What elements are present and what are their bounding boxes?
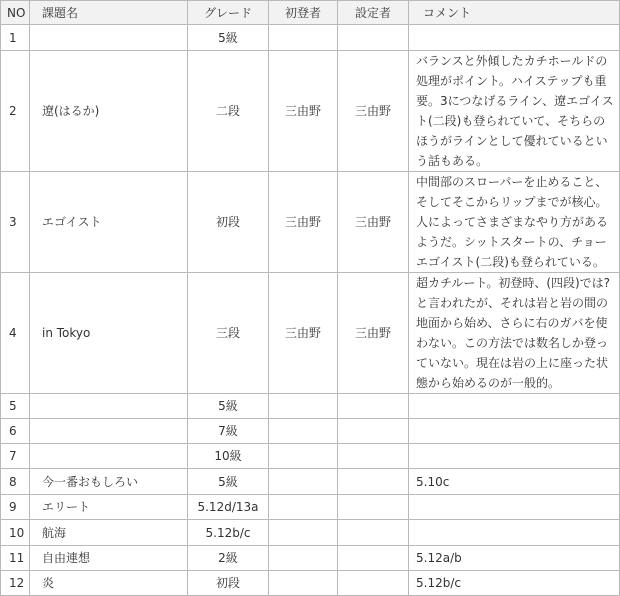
cell-setter (338, 520, 409, 546)
cell-grade: 5.12d/13a (188, 495, 269, 520)
cell-no: 8 (1, 469, 30, 495)
cell-comment (409, 520, 620, 546)
cell-comment (409, 444, 620, 469)
cell-setter (338, 495, 409, 520)
cell-route-name: in Tokyo (30, 273, 188, 394)
cell-comment (409, 25, 620, 51)
table-row (1, 419, 620, 444)
cell-first-ascent (269, 520, 338, 546)
cell-route-name: 今一番おもしろい (30, 469, 188, 495)
cell-first-ascent (269, 25, 338, 51)
cell-no: 7 (1, 444, 30, 469)
cell-route-name: 航海 (30, 520, 188, 546)
cell-grade: 7級 (188, 419, 269, 444)
header-row (1, 1, 620, 25)
cell-setter: 三由野 (338, 51, 409, 172)
header-setter: 設定者 (338, 1, 409, 25)
cell-setter (338, 25, 409, 51)
cell-route-name: 炎 (30, 571, 188, 596)
table-row (1, 469, 620, 495)
cell-first-ascent (269, 394, 338, 419)
cell-no: 1 (1, 25, 30, 51)
cell-no: 3 (1, 172, 30, 273)
cell-no: 2 (1, 51, 30, 172)
table-row (1, 495, 620, 520)
cell-comment (409, 394, 620, 419)
cell-grade: 初段 (188, 571, 269, 596)
table-row (1, 520, 620, 546)
cell-grade: 5級 (188, 394, 269, 419)
cell-first-ascent (269, 444, 338, 469)
table-row (1, 25, 620, 51)
table-row (1, 546, 620, 571)
cell-route-name: 自由連想 (30, 546, 188, 571)
cell-first-ascent (269, 495, 338, 520)
cell-setter (338, 571, 409, 596)
cell-comment: バランスと外傾したカチホールドの処理がポイント。ハイステップも重要。3につなげるライン、遼エゴイスト(二段)も登られていて、そちらのほうがラインとして優れているという話もある。 (409, 51, 620, 172)
cell-first-ascent (269, 571, 338, 596)
cell-comment: 5.12b/c (409, 571, 620, 596)
cell-no: 6 (1, 419, 30, 444)
cell-setter (338, 469, 409, 495)
cell-no: 5 (1, 394, 30, 419)
cell-setter (338, 444, 409, 469)
cell-no: 9 (1, 495, 30, 520)
cell-no: 10 (1, 520, 30, 546)
header-comment: コメント (409, 1, 620, 25)
cell-comment: 超カチルート。初登時、(四段)では?と言われたが、それは岩と岩の間の地面から始め、さらに右のガバを使わない。この方法では数名しか登っていない。現在は岩の上に座った状態から始めるのが一般的。 (409, 273, 620, 394)
table-row (1, 394, 620, 419)
cell-comment: 中間部のスローパーを止めること、そしてそこからリップまでが核心。人によってさまざまなやり方があるようだ。シットスタートの、チョーエゴイスト(二段)も登られている。 (409, 172, 620, 273)
cell-route-name (30, 394, 188, 419)
cell-grade: 三段 (188, 273, 269, 394)
cell-route-name: 遼(はるか) (30, 51, 188, 172)
cell-route-name (30, 444, 188, 469)
header-no: NO (1, 1, 30, 25)
cell-grade: 5級 (188, 25, 269, 51)
cell-grade: 2級 (188, 546, 269, 571)
cell-first-ascent: 三由野 (269, 273, 338, 394)
cell-route-name (30, 25, 188, 51)
cell-first-ascent (269, 469, 338, 495)
cell-grade: 10級 (188, 444, 269, 469)
cell-setter: 三由野 (338, 172, 409, 273)
cell-comment (409, 495, 620, 520)
table-row (1, 172, 620, 273)
cell-no: 11 (1, 546, 30, 571)
cell-no: 4 (1, 273, 30, 394)
header-grade: グレード (188, 1, 269, 25)
table-row (1, 273, 620, 394)
header-first-ascent: 初登者 (269, 1, 338, 25)
cell-first-ascent (269, 546, 338, 571)
cell-route-name: エゴイスト (30, 172, 188, 273)
cell-grade: 5級 (188, 469, 269, 495)
cell-comment (409, 419, 620, 444)
cell-setter (338, 394, 409, 419)
cell-grade: 5.12b/c (188, 520, 269, 546)
cell-setter (338, 546, 409, 571)
cell-first-ascent: 三由野 (269, 172, 338, 273)
cell-grade: 二段 (188, 51, 269, 172)
cell-comment: 5.10c (409, 469, 620, 495)
cell-setter: 三由野 (338, 273, 409, 394)
table-row (1, 571, 620, 596)
cell-no: 12 (1, 571, 30, 596)
header-route-name: 課題名 (30, 1, 188, 25)
cell-first-ascent: 三由野 (269, 51, 338, 172)
cell-route-name (30, 419, 188, 444)
cell-first-ascent (269, 419, 338, 444)
cell-comment: 5.12a/b (409, 546, 620, 571)
cell-grade: 初段 (188, 172, 269, 273)
table-row (1, 444, 620, 469)
cell-setter (338, 419, 409, 444)
table-row (1, 51, 620, 172)
cell-route-name: エリート (30, 495, 188, 520)
